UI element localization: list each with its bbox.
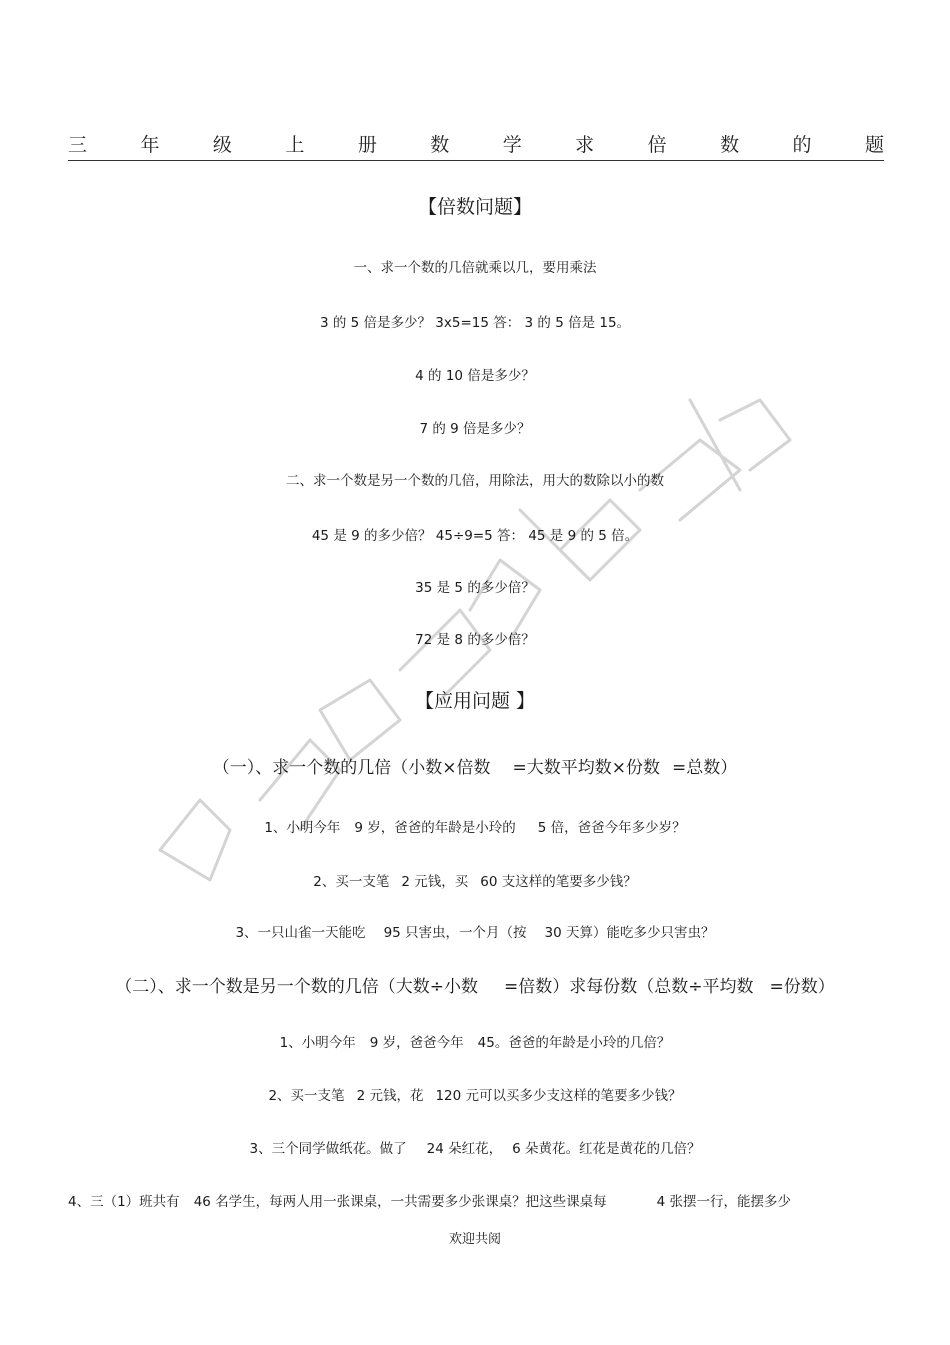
- document-title: [68, 130, 884, 161]
- text-segment: 1、小明今年: [279, 1035, 356, 1051]
- text-segment: 1、小明今年: [264, 820, 341, 836]
- multiple-problems-heading: 【倍数问题】: [417, 196, 532, 218]
- text-segment: 5 倍，爸爸今年多少岁？: [537, 820, 686, 836]
- text-segment: 2、买一支笔: [268, 1088, 345, 1104]
- text-segment: 95 只害虫，一个月（按: [383, 925, 527, 941]
- title-char: 倍: [647, 134, 667, 156]
- part2-example: 45 是 9 的多少倍？ 45÷9=5 答： 45 是 9 的 5 倍。: [311, 528, 639, 544]
- subsection-2-question-3: [0, 1137, 950, 1157]
- text-segment: 2 元钱，买: [401, 874, 469, 890]
- text-segment: 46 名学生，每两人用一张课桌，一共需要多少张课桌？把这些课桌每: [193, 1194, 607, 1210]
- title-char: 级: [212, 134, 232, 156]
- title-char: 数: [720, 134, 740, 156]
- text-segment: 45。爸爸的年龄是小玲的几倍？: [477, 1035, 671, 1051]
- text-segment: 2 元钱，花: [356, 1088, 424, 1104]
- text-segment: 24 朵红花，: [426, 1141, 503, 1157]
- part2-heading: 二、求一个数是另一个数的几倍，用除法，用大的数除以小的数: [286, 473, 664, 489]
- subsection-2-question-4: [68, 1190, 888, 1210]
- subsection-1-question-2: [0, 870, 950, 890]
- title-char: 上: [285, 134, 305, 156]
- subsection-2-heading: [0, 972, 950, 997]
- text-segment: 2、买一支笔: [313, 874, 390, 890]
- subsection-1-heading: [0, 753, 950, 778]
- text-segment: 9 岁，爸爸今年: [369, 1035, 464, 1051]
- subsection-2-question-2: [0, 1084, 950, 1104]
- subsection-1-question-1: [0, 816, 950, 836]
- footer-text: 欢迎共阅: [448, 1232, 501, 1247]
- subsection-2-question-1: [0, 1031, 950, 1051]
- title-char: 求: [575, 134, 595, 156]
- part1-example: 3 的 5 倍是多少？ 3x5=15 答： 3 的 5 倍是 15。: [319, 315, 631, 331]
- title-char: 三: [68, 134, 88, 156]
- subsection-1-part-c: =总数）: [672, 758, 738, 778]
- subsection-1-part-b: =大数平均数×份数: [512, 758, 660, 778]
- text-segment: 3、一只山雀一天能吃: [235, 925, 366, 941]
- text-segment: 3、三个同学做纸花。做了: [249, 1141, 407, 1157]
- subsection-2-part-a: （二）、求一个数是另一个数的几倍（大数÷小数: [115, 977, 478, 997]
- subsection-2-part-c: =份数）: [769, 977, 835, 997]
- part1-question-2: 7 的 9 倍是多少？: [419, 421, 531, 437]
- title-char: 学: [502, 134, 522, 156]
- text-segment: 4、三（1）班共有: [68, 1194, 180, 1210]
- subsection-1-question-3: [0, 921, 950, 941]
- text-segment: 60 支这样的笔要多少钱？: [480, 874, 637, 890]
- title-char: 数: [430, 134, 450, 156]
- text-segment: 4 张摆一行，能摆多少: [656, 1194, 792, 1210]
- subsection-1-part-a: （一）、求一个数的几倍（小数×倍数: [212, 758, 491, 778]
- title-char: 题: [864, 134, 884, 156]
- text-segment: 120 元可以买多少支这样的笔要多少钱？: [435, 1088, 682, 1104]
- text-segment: 6 朵黄花。红花是黄花的几倍？: [512, 1141, 701, 1157]
- title-char: 年: [140, 134, 160, 156]
- text-segment: 9 岁，爸爸的年龄是小玲的: [354, 820, 516, 836]
- part2-question-1: 35 是 5 的多少倍？: [415, 580, 535, 596]
- part1-heading: 一、求一个数的几倍就乘以几，要用乘法: [353, 260, 597, 276]
- text-segment: 30 天算）能吃多少只害虫？: [544, 925, 715, 941]
- title-char: 的: [792, 134, 812, 156]
- subsection-2-part-b: =倍数）求每份数（总数÷平均数: [504, 977, 754, 997]
- applied-problems-heading: 【应用问题 】: [414, 690, 536, 712]
- title-char: 册: [357, 134, 377, 156]
- part1-question-1: 4 的 10 倍是多少？: [415, 368, 535, 384]
- part2-question-2: 72 是 8 的多少倍？: [415, 632, 535, 648]
